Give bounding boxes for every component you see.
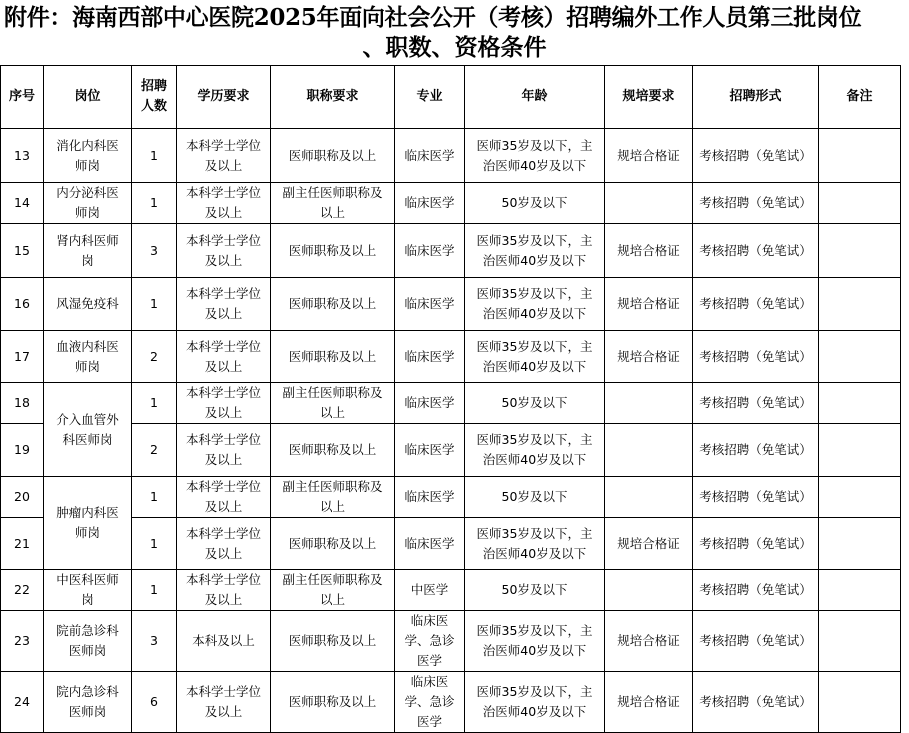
cell-age: 医师35岁及以下，主治医师40岁及以下 [465, 611, 605, 672]
header-age: 年龄 [465, 66, 605, 129]
cell-note [819, 477, 901, 518]
table-row [1, 611, 901, 672]
cell-edu: 本科学士学位及以上 [177, 129, 271, 183]
title-line-2: 、职数、资格条件 [362, 34, 547, 61]
cell-post: 肾内科医师岗 [44, 224, 132, 278]
cell-edu: 本科学士学位及以上 [177, 331, 271, 383]
cell-train: 规培合格证 [605, 129, 693, 183]
cell-post: 消化内科医师岗 [44, 129, 132, 183]
cell-no: 18 [1, 383, 44, 424]
table-row [1, 331, 901, 383]
cell-major: 临床医学 [395, 278, 465, 331]
table-row [1, 383, 901, 424]
cell-train: 规培合格证 [605, 672, 693, 733]
header-no: 序号 [1, 66, 44, 129]
cell-edu: 本科学士学位及以上 [177, 477, 271, 518]
cell-edu: 本科学士学位及以上 [177, 570, 271, 611]
cell-post: 肿瘤内科医师岗 [44, 477, 132, 570]
cell-title: 副主任医师职称及以上 [271, 383, 395, 424]
cell-train: 规培合格证 [605, 518, 693, 570]
cell-post: 介入血管外科医师岗 [44, 383, 132, 477]
cell-title: 医师职称及以上 [271, 518, 395, 570]
table-row [1, 672, 901, 733]
cell-form: 考核招聘（免笔试） [693, 424, 819, 477]
cell-count: 1 [132, 570, 177, 611]
cell-count: 1 [132, 129, 177, 183]
cell-title: 副主任医师职称及以上 [271, 570, 395, 611]
cell-count: 1 [132, 383, 177, 424]
cell-age: 医师35岁及以下，主治医师40岁及以下 [465, 224, 605, 278]
cell-title: 医师职称及以上 [271, 672, 395, 733]
cell-edu: 本科学士学位及以上 [177, 383, 271, 424]
cell-edu: 本科学士学位及以上 [177, 224, 271, 278]
header-major: 专业 [395, 66, 465, 129]
cell-major: 临床医学 [395, 383, 465, 424]
cell-train [605, 183, 693, 224]
cell-title: 医师职称及以上 [271, 278, 395, 331]
cell-edu: 本科及以上 [177, 611, 271, 672]
cell-no: 16 [1, 278, 44, 331]
header-form: 招聘形式 [693, 66, 819, 129]
cell-post: 内分泌科医师岗 [44, 183, 132, 224]
table-row [1, 424, 901, 477]
cell-age: 50岁及以下 [465, 183, 605, 224]
cell-form: 考核招聘（免笔试） [693, 570, 819, 611]
cell-major: 临床医学 [395, 331, 465, 383]
cell-train [605, 424, 693, 477]
cell-note [819, 672, 901, 733]
cell-major: 临床医学、急诊医学 [395, 672, 465, 733]
cell-form: 考核招聘（免笔试） [693, 224, 819, 278]
cell-edu: 本科学士学位及以上 [177, 518, 271, 570]
cell-no: 15 [1, 224, 44, 278]
cell-title: 医师职称及以上 [271, 129, 395, 183]
table-row [1, 129, 901, 183]
cell-train: 规培合格证 [605, 224, 693, 278]
cell-major: 临床医学 [395, 129, 465, 183]
cell-form: 考核招聘（免笔试） [693, 477, 819, 518]
header-count: 招聘人数 [132, 66, 177, 129]
table-row [1, 278, 901, 331]
cell-age: 医师35岁及以下，主治医师40岁及以下 [465, 278, 605, 331]
cell-no: 23 [1, 611, 44, 672]
cell-major: 中医学 [395, 570, 465, 611]
cell-no: 13 [1, 129, 44, 183]
cell-count: 2 [132, 424, 177, 477]
cell-title: 医师职称及以上 [271, 331, 395, 383]
cell-edu: 本科学士学位及以上 [177, 278, 271, 331]
cell-major: 临床医学 [395, 424, 465, 477]
cell-major: 临床医学 [395, 183, 465, 224]
cell-edu: 本科学士学位及以上 [177, 672, 271, 733]
table-row [1, 224, 901, 278]
cell-note [819, 518, 901, 570]
cell-count: 3 [132, 224, 177, 278]
header-title: 职称要求 [271, 66, 395, 129]
cell-form: 考核招聘（免笔试） [693, 518, 819, 570]
cell-count: 1 [132, 278, 177, 331]
cell-post: 血液内科医师岗 [44, 331, 132, 383]
cell-age: 50岁及以下 [465, 383, 605, 424]
recruitment-table [0, 65, 901, 733]
cell-major: 临床医学、急诊医学 [395, 611, 465, 672]
cell-count: 3 [132, 611, 177, 672]
cell-post: 风湿免疫科 [44, 278, 132, 331]
cell-form: 考核招聘（免笔试） [693, 129, 819, 183]
cell-title: 医师职称及以上 [271, 611, 395, 672]
table-row [1, 570, 901, 611]
cell-no: 19 [1, 424, 44, 477]
cell-no: 24 [1, 672, 44, 733]
cell-note [819, 183, 901, 224]
cell-count: 1 [132, 477, 177, 518]
cell-note [819, 424, 901, 477]
cell-title: 医师职称及以上 [271, 424, 395, 477]
cell-no: 20 [1, 477, 44, 518]
cell-age: 医师35岁及以下，主治医师40岁及以下 [465, 424, 605, 477]
cell-count: 2 [132, 331, 177, 383]
cell-edu: 本科学士学位及以上 [177, 424, 271, 477]
cell-no: 21 [1, 518, 44, 570]
cell-form: 考核招聘（免笔试） [693, 331, 819, 383]
table-row [1, 183, 901, 224]
cell-age: 医师35岁及以下，主治医师40岁及以下 [465, 672, 605, 733]
table-row [1, 518, 901, 570]
cell-count: 6 [132, 672, 177, 733]
cell-train: 规培合格证 [605, 278, 693, 331]
cell-train: 规培合格证 [605, 331, 693, 383]
cell-form: 考核招聘（免笔试） [693, 278, 819, 331]
cell-train [605, 477, 693, 518]
cell-note [819, 383, 901, 424]
cell-age: 50岁及以下 [465, 477, 605, 518]
table-row [1, 477, 901, 518]
header-post: 岗位 [44, 66, 132, 129]
cell-count: 1 [132, 183, 177, 224]
cell-train [605, 570, 693, 611]
table-body [1, 129, 901, 733]
header-row [1, 66, 901, 129]
cell-age: 医师35岁及以下，主治医师40岁及以下 [465, 129, 605, 183]
cell-age: 50岁及以下 [465, 570, 605, 611]
cell-title: 副主任医师职称及以上 [271, 183, 395, 224]
cell-note [819, 611, 901, 672]
cell-note [819, 570, 901, 611]
cell-no: 22 [1, 570, 44, 611]
cell-title: 医师职称及以上 [271, 224, 395, 278]
cell-title: 副主任医师职称及以上 [271, 477, 395, 518]
title-line-1: 附件：海南西部中心医院2025年面向社会公开（考核）招聘编外工作人员第三批岗位 [4, 4, 862, 31]
cell-train: 规培合格证 [605, 611, 693, 672]
cell-major: 临床医学 [395, 224, 465, 278]
cell-note [819, 278, 901, 331]
cell-form: 考核招聘（免笔试） [693, 672, 819, 733]
cell-post: 院前急诊科医师岗 [44, 611, 132, 672]
document-title [0, 0, 909, 64]
cell-major: 临床医学 [395, 518, 465, 570]
header-edu: 学历要求 [177, 66, 271, 129]
cell-note [819, 224, 901, 278]
header-train: 规培要求 [605, 66, 693, 129]
cell-form: 考核招聘（免笔试） [693, 383, 819, 424]
cell-post: 中医科医师岗 [44, 570, 132, 611]
cell-edu: 本科学士学位及以上 [177, 183, 271, 224]
cell-count: 1 [132, 518, 177, 570]
cell-note [819, 331, 901, 383]
cell-age: 医师35岁及以下，主治医师40岁及以下 [465, 331, 605, 383]
cell-no: 17 [1, 331, 44, 383]
cell-age: 医师35岁及以下，主治医师40岁及以下 [465, 518, 605, 570]
cell-note [819, 129, 901, 183]
cell-form: 考核招聘（免笔试） [693, 611, 819, 672]
cell-post: 院内急诊科医师岗 [44, 672, 132, 733]
cell-form: 考核招聘（免笔试） [693, 183, 819, 224]
header-note: 备注 [819, 66, 901, 129]
cell-train [605, 383, 693, 424]
cell-major: 临床医学 [395, 477, 465, 518]
cell-no: 14 [1, 183, 44, 224]
